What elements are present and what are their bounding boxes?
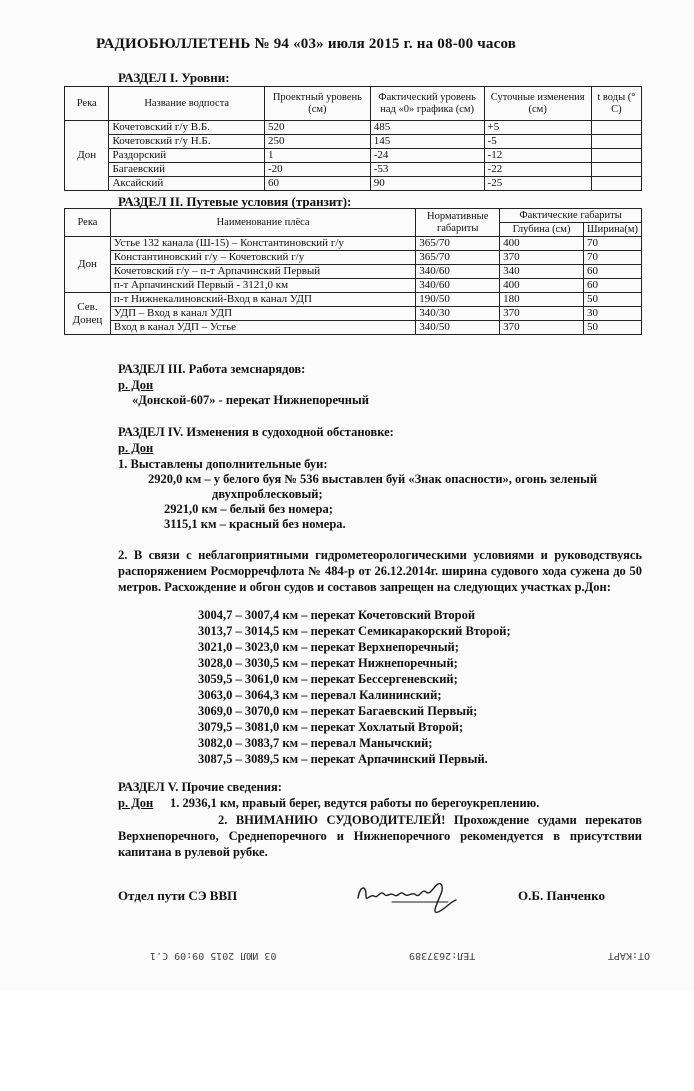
transit-reach: п-т Нижнекалиновский-Вход в канал УДП — [110, 293, 415, 307]
transit-width: 30 — [583, 307, 641, 321]
fax-tel: TEЛ:2637389 — [409, 950, 476, 961]
levels-design: 520 — [264, 121, 370, 135]
levels-river: Дон — [65, 121, 109, 191]
buoy-line: двухпроблесковый; — [212, 487, 323, 501]
table-row — [65, 163, 642, 177]
transit-width: 70 — [583, 251, 641, 265]
table-row — [65, 321, 642, 335]
levels-design: 1 — [264, 149, 370, 163]
transit-depth: 370 — [500, 307, 584, 321]
levels-change: -12 — [484, 149, 591, 163]
signatory-name: О.Б. Панченко — [518, 888, 605, 903]
levels-actual: 90 — [370, 177, 484, 191]
levels-actual: -24 — [370, 149, 484, 163]
levels-actual: 485 — [370, 121, 484, 135]
table-row — [65, 279, 642, 293]
restriction-line: 3087,5 – 3089,5 км – перекат Арпачинский Первый. — [198, 752, 488, 766]
levels-change: -25 — [484, 177, 591, 191]
levels-header-temp: t воды (° С) — [591, 87, 641, 121]
restriction-line: 3021,0 – 3023,0 км – перекат Верхнепоречный; — [198, 640, 459, 654]
transit-norm: 365/70 — [416, 251, 500, 265]
section1-heading: РАЗДЕЛ I. Уровни: — [118, 70, 230, 85]
transit-norm: 340/30 — [416, 307, 500, 321]
transit-norm: 340/60 — [416, 265, 500, 279]
levels-post: Кочетовский г/у В.Б. — [109, 121, 265, 135]
transit-reach: Кочетовский г/у – п-т Арпачинский Первый — [110, 265, 415, 279]
table-row — [65, 135, 642, 149]
fax-from: OT:KAPT — [607, 950, 650, 961]
restriction-line: 3059,5 – 3061,0 км – перекат Бессергеневский; — [198, 672, 458, 686]
transit-norm: 190/50 — [416, 293, 500, 307]
levels-actual: 145 — [370, 135, 484, 149]
transit-header-row — [65, 209, 642, 223]
handwritten-signature — [352, 872, 462, 920]
table-row — [65, 121, 642, 135]
transit-depth: 370 — [500, 251, 584, 265]
table-row — [65, 177, 642, 191]
levels-temp — [591, 163, 641, 177]
levels-design: -20 — [264, 163, 370, 177]
levels-header-row — [65, 87, 642, 121]
levels-design: 250 — [264, 135, 370, 149]
section4-item1-title: 1. Выставлены дополнительные буи: — [118, 457, 328, 471]
section4-heading: РАЗДЕЛ IV. Изменения в судоходной обстановке: — [118, 425, 394, 439]
transit-reach: п-т Арпачинский Первый - 3121,0 км — [110, 279, 415, 293]
restriction-line: 3028,0 – 3030,5 км – перекат Нижнепоречный; — [198, 656, 458, 670]
levels-temp — [591, 177, 641, 191]
transit-norm: 340/50 — [416, 321, 500, 335]
fax-date: 03 ИЮЛ 2015 09:09 C.1 — [150, 950, 277, 961]
levels-change: +5 — [484, 121, 591, 135]
transit-reach: Вход в канал УДП – Устье — [110, 321, 415, 335]
levels-post: Кочетовский г/у Н.Б. — [109, 135, 265, 149]
levels-table — [64, 86, 642, 191]
transit-width: 50 — [583, 321, 641, 335]
transit-reach: Устье 132 канала (Ш-15) – Константиновский г/у — [110, 237, 415, 251]
transit-depth: 400 — [500, 237, 584, 251]
levels-post: Раздорский — [109, 149, 265, 163]
table-row — [65, 293, 642, 307]
levels-header-change: Суточные изменения (см) — [484, 87, 591, 121]
department-label: Отдел пути СЭ ВВП — [118, 888, 238, 903]
transit-reach: УДП – Вход в канал УДП — [110, 307, 415, 321]
transit-depth: 180 — [500, 293, 584, 307]
transit-header-river: Река — [65, 209, 111, 237]
levels-post: Багаевский — [109, 163, 265, 177]
levels-change: -22 — [484, 163, 591, 177]
transit-norm: 340/60 — [416, 279, 500, 293]
transit-header-name: Наименование плёса — [110, 209, 415, 237]
levels-temp — [591, 149, 641, 163]
levels-design: 60 — [264, 177, 370, 191]
section5-heading: РАЗДЕЛ V. Прочие сведения: — [118, 780, 282, 794]
section4-river: р. Дон — [118, 441, 154, 455]
transit-river: Сев. Донец — [65, 293, 111, 335]
transit-width: 70 — [583, 237, 641, 251]
restriction-line: 3069,0 – 3070,0 км – перекат Багаевский Первый; — [198, 704, 478, 718]
table-row — [65, 265, 642, 279]
restriction-line: 3079,5 – 3081,0 км – перекат Хохлатый Второй; — [198, 720, 464, 734]
table-row — [65, 307, 642, 321]
restriction-line: 3063,0 – 3064,3 км – перевал Калининский; — [198, 688, 442, 702]
section3-heading: РАЗДЕЛ III. Работа земснарядов: — [118, 362, 306, 376]
restriction-line: 3082,0 – 3083,7 км – перевал Манычский; — [198, 736, 433, 750]
table-row — [65, 149, 642, 163]
section5-river: р. Дон — [118, 796, 154, 810]
section2-heading: РАЗДЕЛ II. Путевые условия (транзит): — [118, 194, 352, 209]
transit-header-width: Ширина(м) — [583, 223, 641, 237]
transit-table — [64, 208, 642, 335]
transit-depth: 340 — [500, 265, 584, 279]
section3-river: р. Дон — [118, 378, 154, 392]
fax-header — [150, 950, 650, 961]
transit-width: 50 — [583, 293, 641, 307]
levels-header-actual: Фактический уровень над «0» графика (см) — [370, 87, 484, 121]
table-row — [65, 251, 642, 265]
levels-post: Аксайский — [109, 177, 265, 191]
transit-header-fact: Фактические габариты — [500, 209, 642, 223]
levels-change: -5 — [484, 135, 591, 149]
levels-header-post: Название водпоста — [109, 87, 265, 121]
transit-width: 60 — [583, 265, 641, 279]
transit-depth: 370 — [500, 321, 584, 335]
section5-item2-text: 2. ВНИМАНИЮ СУДОВОДИТЕЛЕЙ! Прохождение судами перекатов Верхнепоречного, Среднепоречного и Нижнепоречного рекомендуется в присутствии капитана в рулевой рубке. — [118, 813, 642, 859]
transit-river: Дон — [65, 237, 111, 293]
section4-item2-text: 2. В связи с неблагоприятными гидрометеорологическими условиями и руководствуясь распоряжением Росморречфлота № 484-р от 26.12.2014г. ширина судового хода сужена до 50 метров. Расхождение и обгон судов и составов запрещен на следующих участках р.Дон: — [118, 548, 642, 594]
levels-header-design: Проектный уровень (см) — [264, 87, 370, 121]
transit-norm: 365/70 — [416, 237, 500, 251]
table-row — [65, 237, 642, 251]
levels-temp — [591, 121, 641, 135]
buoy-line: 2921,0 км – белый без номера; — [164, 502, 333, 516]
transit-reach: Константиновский г/у – Кочетовский г/у — [110, 251, 415, 265]
section5-item1: 1. 2936,1 км, правый берег, ведутся работы по берегоукреплению. — [170, 796, 540, 810]
transit-header-norm: Нормативные габариты — [416, 209, 500, 237]
transit-width: 60 — [583, 279, 641, 293]
bulletin-title: РАДИОБЮЛЛЕТЕНЬ № 94 «03» июля 2015 г. на 08-00 часов — [96, 36, 517, 52]
section3-dredger: «Донской-607» - перекат Нижнепоречный — [132, 393, 369, 407]
transit-depth: 400 — [500, 279, 584, 293]
restriction-line: 3004,7 – 3007,4 км – перекат Кочетовский Второй — [198, 608, 476, 622]
levels-header-river: Река — [65, 87, 109, 121]
buoy-line: 3115,1 км – красный без номера. — [164, 517, 346, 531]
buoy-line: 2920,0 км – у белого буя № 536 выставлен буй «Знак опасности», огонь зеленый — [148, 472, 598, 486]
transit-header-depth: Глубина (см) — [500, 223, 584, 237]
restriction-line: 3013,7 – 3014,5 км – перекат Семикаракорский Второй; — [198, 624, 511, 638]
levels-actual: -53 — [370, 163, 484, 177]
levels-temp — [591, 135, 641, 149]
